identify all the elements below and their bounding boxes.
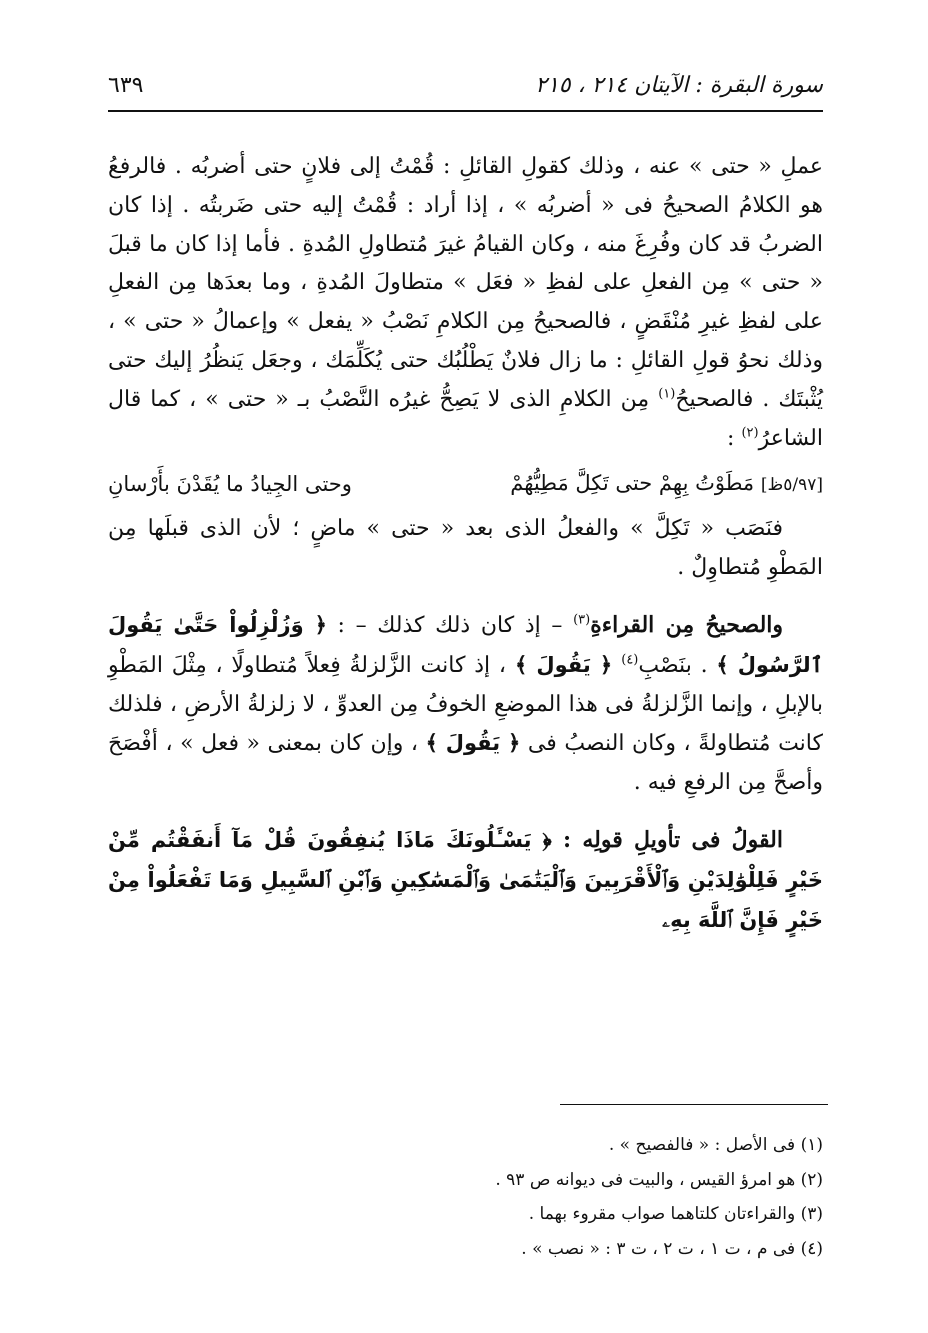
verse-h1-text: مَطَوْتُ بِهِمْ حتى تَكِلَّ مَطِيُّهُمْ [510,471,755,496]
paragraph-gap [108,803,823,821]
main-text [108,148,823,940]
footnote-ref-2: (٢) [741,425,759,441]
footnotes [108,1128,823,1266]
verse-first-hemistich [494,464,823,504]
paragraph-3-a: – إذ كان ذلك كذلك – : [326,612,574,638]
footnote-4: (٤) فى م ، ت ١ ، ت ٢ ، ت ٣ : « نصب » . [521,1238,823,1259]
poetry-verse [108,458,823,510]
quran-quote-4: ﴿ يَسْـَٔلُونَكَ مَاذَا يُنفِقُونَ قُلْ مَآ أَنفَقْتُم مِّنْ خَيْرٍ فَلِلْوَٰلِدَيْنِ وَٱلْأَقْرَبِينَ وَٱلْيَتَٰمَىٰ وَٱلْمَسَٰكِينِ وَٱبْنِ ٱلسَّبِيلِ وَمَا تَفْعَلُواْ مِنْ خَيْرٍ فَإِنَّ ٱللَّهَ بِهِۦ [108,827,823,932]
paragraph-3 [108,606,823,803]
page-number: ٦٣٩ [108,72,144,98]
footnote-2: (٢) هو امرؤ القيس ، والبيت فى ديوانه ص ٩٣ . [495,1169,823,1190]
manuscript-marker: [٥/٩٧ظ] [760,475,823,496]
verse-second-hemistich: وحتى الجِيادُ ما يُقَدْنَ بأَرْسانِ [108,472,352,497]
footnote-1: (١) فى الأصل : « فالفصيح » . [608,1135,823,1155]
running-header [108,60,823,112]
footnote-ref-3: (٣) [573,612,591,628]
footnote-ref-4: (٤) [621,652,639,668]
footnote-3: (٣) والقراءتان كلتاهما صواب مقروء بهما . [528,1204,823,1224]
paragraph-1 [108,148,823,458]
paragraph-3-d: ، وإن كان بمعنى « فعل » ، أفْصَحَ وأصحَّ مِن الرفعِ فيه . [108,731,823,796]
paragraph-1-end: : [727,425,735,451]
footnote-ref-1: (١) [658,386,676,402]
paragraph-3-c: ، إذ كانت الزَّلزلةُ فِعلاً مُتطاولًا ، مِثْلَ المَطْوِ بالإبلِ ، وإنما الزَّلزلةُ فى هذا الموضعِ الخوفُ مِن العدوِّ ، لا زلزلةُ الأرضِ ، فلذلك كانت مُتطاولةً ، وكان النصبُ فى [108,652,823,757]
paragraph-2: فنَصَب « تَكِلَّ » والفعلُ الذى بعد « حتى » ماضٍ ؛ لأن الذى قبلَها مِن المَطْوِ مُتطاوِلٌ . [108,516,823,581]
paragraph-1-tail: مِن الكلامِ الذى لا يَصِحُّ غيرُه النَّصْبُ بـ « حتى » ، كما قال الشاعرُ [108,386,823,451]
paragraph-3-b: . بنَصْبِ [638,652,717,678]
paragraph-4-lead: القولُ فى تأويلِ قولِه : [551,826,783,853]
header-title: سورة البقرة : الآيتان ٢١٤ ، ٢١٥ [535,72,823,98]
quran-quote-3: ﴿ يَقُولَ ﴾ [425,731,521,756]
paragraph-gap [108,588,823,606]
paragraph-4 [108,821,823,940]
quran-quote-2: ﴿ يَقُولَ ﴾ [505,652,622,677]
quran-quote-1: ﴿ وَزُلْزِلُواْ حَتَّىٰ يَقُولَ ٱلرَّسُولُ ﴾ [108,612,823,677]
footnote-separator [560,1104,828,1105]
paragraph-1-text: عملِ « حتى » عنه ، وذلك كقولِ القائلِ : قُمْتُ إلى فلانٍ حتى أضربُه . فالرفعُ هو الكلامُ الصحيحُ فى « أضربُه » ، إذا أراد : قُمْتُ إليه حتى ضَربتُه . إذا كان الضربُ قد كان وفُرِغَ منه ، وكان القيامُ غيرَ مُتطاولِ المُدةِ . فأما إذا كان ما قبلَ « حتى » مِن الفعلِ على لفظِ « فعَل » متطاولَ المُدةِ ، وما بعدَها مِن الفعلِ على لفظِ غيرِ مُنْقَضٍ ، فالصحيحُ مِن الكلامِ نَصْبُ « يفعل » وإعمالُ « حتى » ، وذلك نحوُ قولِ القائلِ : ما زال فلانٌ يَطْلُبُك حتى يُكَلِّمَك ، وجعَل يَنظُرُ إليك حتى يُثْبتَك . فالصحيحُ [108,154,823,412]
paragraph-3-lead: والصحيحُ مِن القراءةِ [590,611,784,638]
